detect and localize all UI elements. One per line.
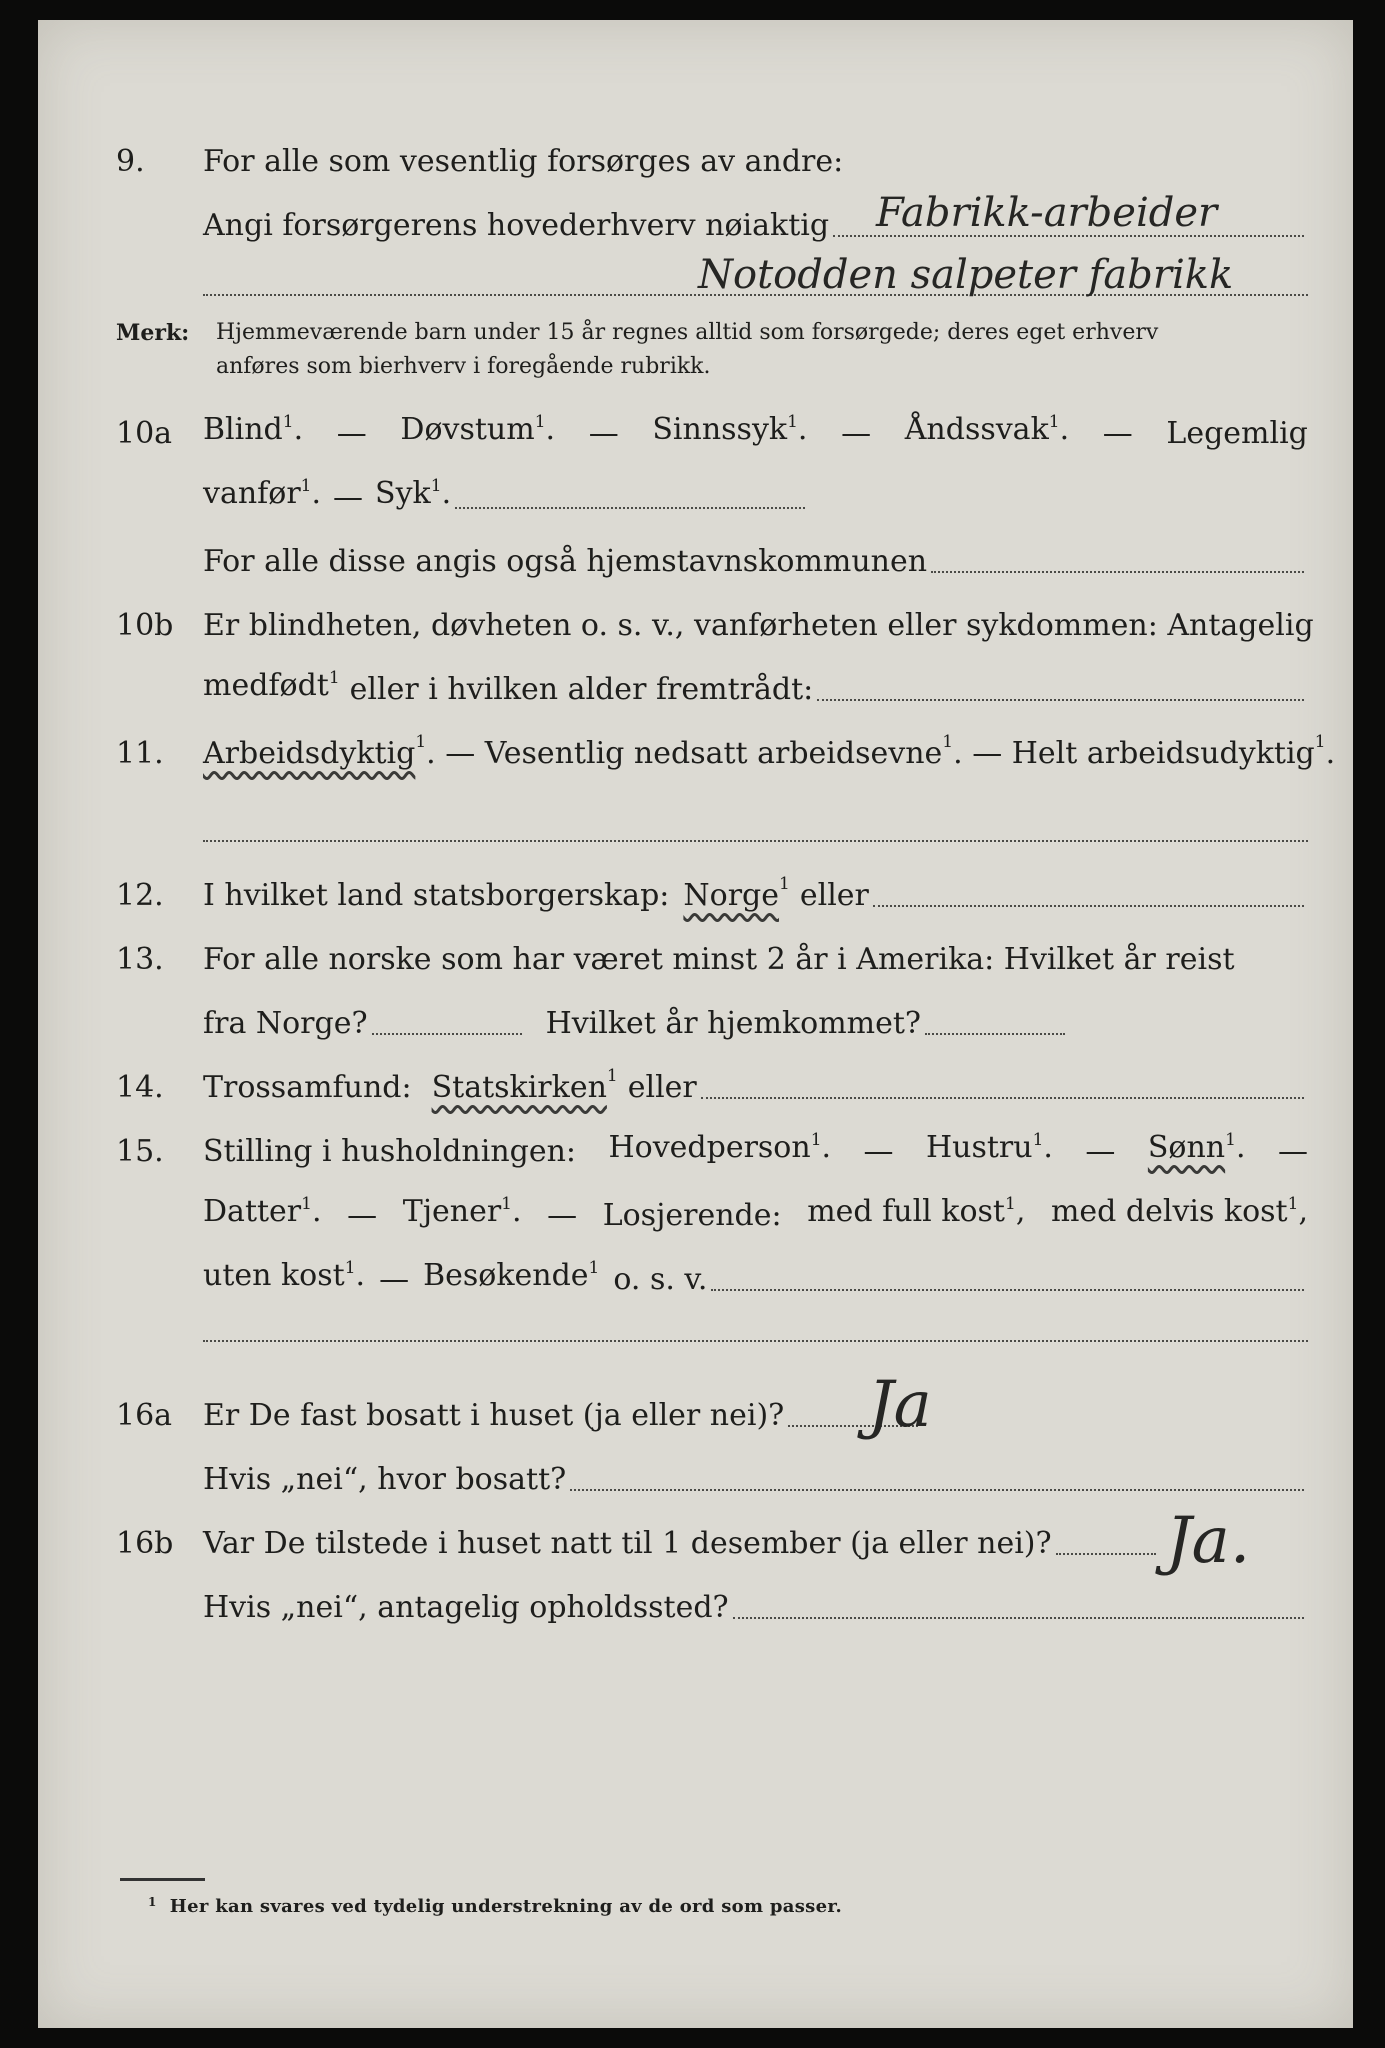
q10b-line2-row	[38, 662, 1353, 710]
q9-line2-text: Angi forsørgerens hovederhverv nøiaktig	[203, 208, 830, 243]
q13-row	[38, 932, 1353, 980]
q12-number: 12.	[116, 878, 164, 913]
q10a-number: 10a	[116, 416, 173, 451]
q10a-row: 10a Blind$^1$. — Døvstum$^1$. — Sinnssyk$^1$. — Åndssvak$^1$. — Legemlig	[38, 406, 1353, 454]
q15-row: 15. Stilling i husholdningen: Hovedperson$^1$. — Hustru$^1$. — Sønn$^1$. —	[38, 1124, 1353, 1172]
q16a-where-line[interactable]	[570, 1488, 1304, 1491]
q14-row: 14. Trossamfund: Statskirken 1 eller	[38, 1060, 1353, 1108]
q14-text: Trossamfund:	[203, 1070, 412, 1105]
q10a-opt-vanfor: vanfør$^1$.	[203, 476, 322, 511]
q14-opt-statskirken: Statskirken	[431, 1070, 607, 1105]
q9-text: For alle som vesentlig forsørges av andre:	[203, 144, 844, 179]
q10b-row	[38, 598, 1353, 646]
q10a-opt-legemlig: Legemlig	[1166, 416, 1308, 451]
q12-text: I hvilket land statsborgerskap:	[203, 878, 670, 913]
q10a-line3-row	[38, 534, 1353, 582]
q13-departure-line[interactable]	[372, 1032, 522, 1035]
q12-answer-line[interactable]	[873, 904, 1304, 907]
q11-opt-uduktig: Helt arbeidsudyktig	[1011, 736, 1315, 771]
q16a-text: Er De fast bosatt i huset (ja eller nei)?	[203, 1398, 785, 1433]
q16b-number: 16b	[116, 1526, 174, 1561]
merk-line-1: Hjemmeværende barn under 15 år regnes alltid som forsørgede; deres eget erhverv	[216, 320, 1159, 345]
q10a-opt-sinnssyk: Sinnssyk$^1$.	[652, 412, 808, 447]
q9-row	[38, 134, 1353, 182]
q12-row: 12. I hvilket land statsborgerskap: Norge 1 eller	[38, 868, 1353, 916]
q16b-line2-row	[38, 1580, 1353, 1628]
q15-answer-line-2[interactable]	[203, 1340, 1308, 1342]
q16b-text: Var De tilstede i huset natt til 1 desember (ja eller nei)?	[203, 1526, 1052, 1561]
q10b-medfodt: medfødt$^1$	[203, 668, 340, 703]
q13-from-norway: fra Norge?	[203, 1006, 368, 1041]
q10b-line2-text: eller i hvilken alder fremtrådt:	[349, 672, 814, 707]
q16b-where-text: Hvis „nei“, antagelig opholdssted?	[203, 1590, 729, 1625]
q16b-where-line[interactable]	[733, 1616, 1304, 1619]
q10a-line2-row: vanfør$^1$. — Syk$^1$.	[38, 470, 1353, 518]
q15-opt-sonn: Sønn	[1147, 1130, 1226, 1165]
q13-text: For alle norske som har været minst 2 år i Amerika: Hvilket år reist	[203, 942, 1235, 977]
q13-line2-row	[38, 996, 1353, 1044]
q15-line3-row: uten kost$^1$. — Besøkende$^1$ o. s. v.	[38, 1252, 1353, 1300]
q10b-answer-line[interactable]	[817, 698, 1304, 701]
q16b-row	[38, 1516, 1353, 1564]
q9-handwritten-answer-1: Fabrikk-arbeider	[876, 190, 1218, 236]
q11-opt-nedsatt: Vesentlig nedsatt arbeidsevne	[484, 736, 943, 771]
merk-line-2: anføres som bierhverv i foregående rubrikk.	[216, 354, 711, 379]
q11-row: 11. Arbeidsdyktig 1 . — Vesentlig nedsatt arbeidsevne 1 . — Helt arbeidsudyktig 1 .	[38, 726, 1353, 774]
q10a-line3-text: For alle disse angis også hjemstavnskommunen	[203, 544, 928, 579]
q10b-number: 10b	[116, 608, 174, 643]
q9-handwritten-answer-2: Notodden salpeter fabrikk	[698, 252, 1234, 298]
q10a-answer-line[interactable]	[455, 506, 805, 509]
q13-number: 13.	[116, 942, 164, 977]
footnote: $^1$ Her kan svares ved tydelig understrekning av de ord som passer.	[148, 1895, 843, 1917]
q13-return-line[interactable]	[925, 1032, 1065, 1035]
q16b-answer-line[interactable]	[1056, 1552, 1156, 1555]
q15-text: Stilling i husholdningen:	[203, 1134, 577, 1169]
q16b-handwritten-answer: Ja.	[1166, 1504, 1251, 1578]
q10a-opt-syk: Syk$^1$.	[375, 476, 452, 511]
q10b-text: Er blindheten, døvheten o. s. v., vanførheten eller sykdommen: Antagelig	[203, 608, 1314, 643]
q15-number: 15.	[116, 1134, 164, 1169]
q15-answer-line[interactable]	[711, 1288, 1304, 1291]
q9-number: 9.	[116, 144, 145, 179]
q16a-line2-row	[38, 1452, 1353, 1500]
q11-number: 11.	[116, 736, 164, 771]
q10a-opt-andssvak: Åndssvak$^1$.	[904, 412, 1070, 447]
q10a-hometown-line[interactable]	[931, 570, 1304, 573]
q13-returned: Hvilket år hjemkommet?	[545, 1006, 922, 1041]
q16a-handwritten-answer: Ja	[868, 1368, 932, 1442]
q10a-opt-blind: Blind$^1$.	[203, 412, 304, 447]
merk-label: Merk:	[116, 320, 190, 346]
q15-line2-row: Datter$^1$. — Tjener$^1$. — Losjerende: med full kost$^1$, med delvis kost$^1$,	[203, 1194, 1308, 1233]
q11-answer-line[interactable]	[203, 840, 1308, 842]
q14-number: 14.	[116, 1070, 164, 1105]
footnote-rule	[120, 1878, 205, 1881]
q14-answer-line[interactable]	[701, 1096, 1304, 1099]
footnote-text: Her kan svares ved tydelig understrekning av de ord som passer.	[169, 1896, 843, 1917]
q16a-row	[38, 1388, 1353, 1436]
census-form-page	[38, 20, 1353, 2028]
q16a-where-text: Hvis „nei“, hvor bosatt?	[203, 1462, 567, 1497]
q10a-opt-dovstum: Døvstum$^1$.	[400, 412, 556, 447]
q12-opt-norge: Norge	[683, 878, 780, 913]
q11-opt-arbeidsdyktig: Arbeidsdyktig	[203, 736, 416, 771]
q16a-number: 16a	[116, 1398, 173, 1433]
